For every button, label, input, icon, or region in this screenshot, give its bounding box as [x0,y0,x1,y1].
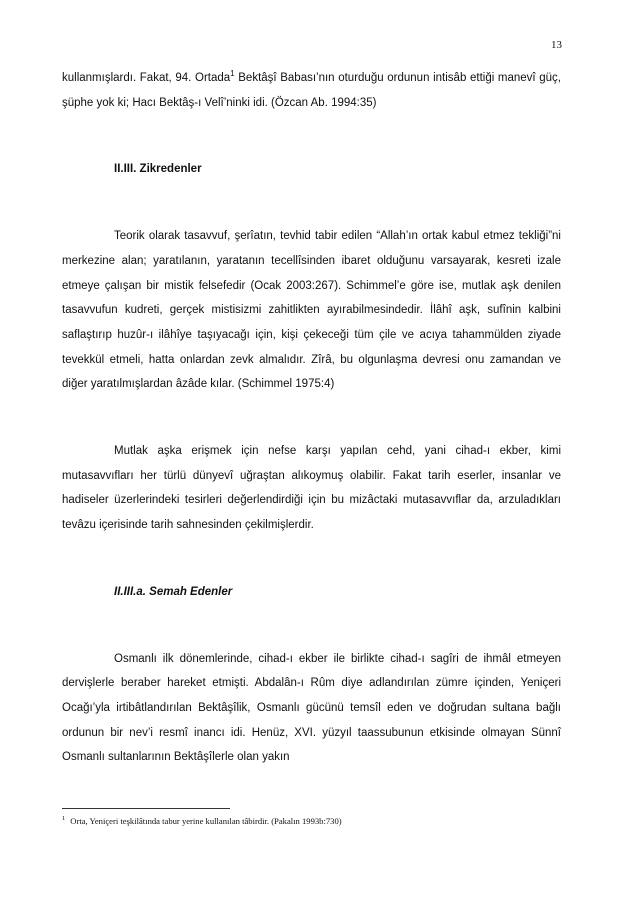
paragraph-text: kullanmışlardı. Fakat, 94. Ortada [62,72,231,84]
subsection-heading: II.III.a. Semah Edenler [114,585,233,598]
page-number: 13 [551,39,562,51]
section-heading: II.III. Zikredenler [114,163,202,176]
spacer [62,397,561,439]
spacer [62,115,561,157]
paragraph-text: Bektâşî Babası’nın oturduğu ordunun intisâb ettiği manevî güç, şüphe yok ki; Hacı Bektâş-ı Velî’ninki idi. (Özcan Ab. 1994:35) [62,72,561,109]
spacer [62,605,561,647]
paragraph: Teorik olarak tasavvuf, şerîatın, tevhid tabir edilen “Allah’ın ortak kabul etmez tekliği”ni merkezine alan; yaratılanın, yaratanın tecellîsinden ibaret olduğunu varsayarak, kesreti izale etmeye çalışan bir mistik felsefedir (Ocak 2003:267). Schimmel’e göre ise, mutlak aşk denilen tasavvufun kudreti, gerçek mistisizmi zahitlikten ayırabilmesindedir. İlâhî aşk, sufînin kalbini saflaştırıp huzûr-ı ilâhîye taşıyacağı için, kişi çekeceği tüm çile ve acıya tahammülden ziyade tevekkül etmeli, hatta onlardan zevk almalıdır. Zîrâ, bu olgunlaşma devresi onu zamandan ve diğer yaratılmışlardan âzâde kılar. (Schimmel 1975:4) [62,230,561,391]
paragraph: Osmanlı ilk dönemlerinde, cihad-ı ekber ile birlikte cihad-ı sagîri de ihmâl etmeyen dervişlerle beraber hareket etmişti. Abdalân-ı Rûm diye adlandırılan zümre içinden, Yeniçeri Ocağı’yla irtibâtlandırılan Bektâşîlik, Osmanlı gücünü temsîl eden ve doğrudan sultana bağlı ordunun bir nev’i resmî inancı idi. Henüz, XVI. yüzyıl taassubunun etkisinde olmayan Sünnî Osmanlı sultanlarının Bektâşîlerle olan yakın [62,652,561,764]
footnote-text: Orta, Yeniçeri teşkilâtında tabur yerine kullanılan tâbirdir. (Pakalın 1993b:730) [70,816,342,826]
footnote-separator [62,808,230,809]
paragraph-continuation [62,66,561,115]
spacer [62,538,561,580]
footnote [62,815,561,827]
footnote-mark: 1 [62,815,66,823]
footnote-reference: 1 [230,69,235,79]
spacer [62,182,561,224]
page-body [62,66,561,770]
paragraph: Mutlak aşka erişmek için nefse karşı yapılan cehd, yani cihad-ı ekber, kimi mutasavvıfları her türlü dünyevî uğraştan alıkoymuş olabilir. Fakat tarih eserler, insanlar ve hadiseler üzerlerindeki tesirleri değerlendirdiği için bu mizâctaki mutasavvıflar da, arzuladıkları tevâzu içerisinde tarih sahnesinden çekilmişlerdir. [62,445,561,532]
